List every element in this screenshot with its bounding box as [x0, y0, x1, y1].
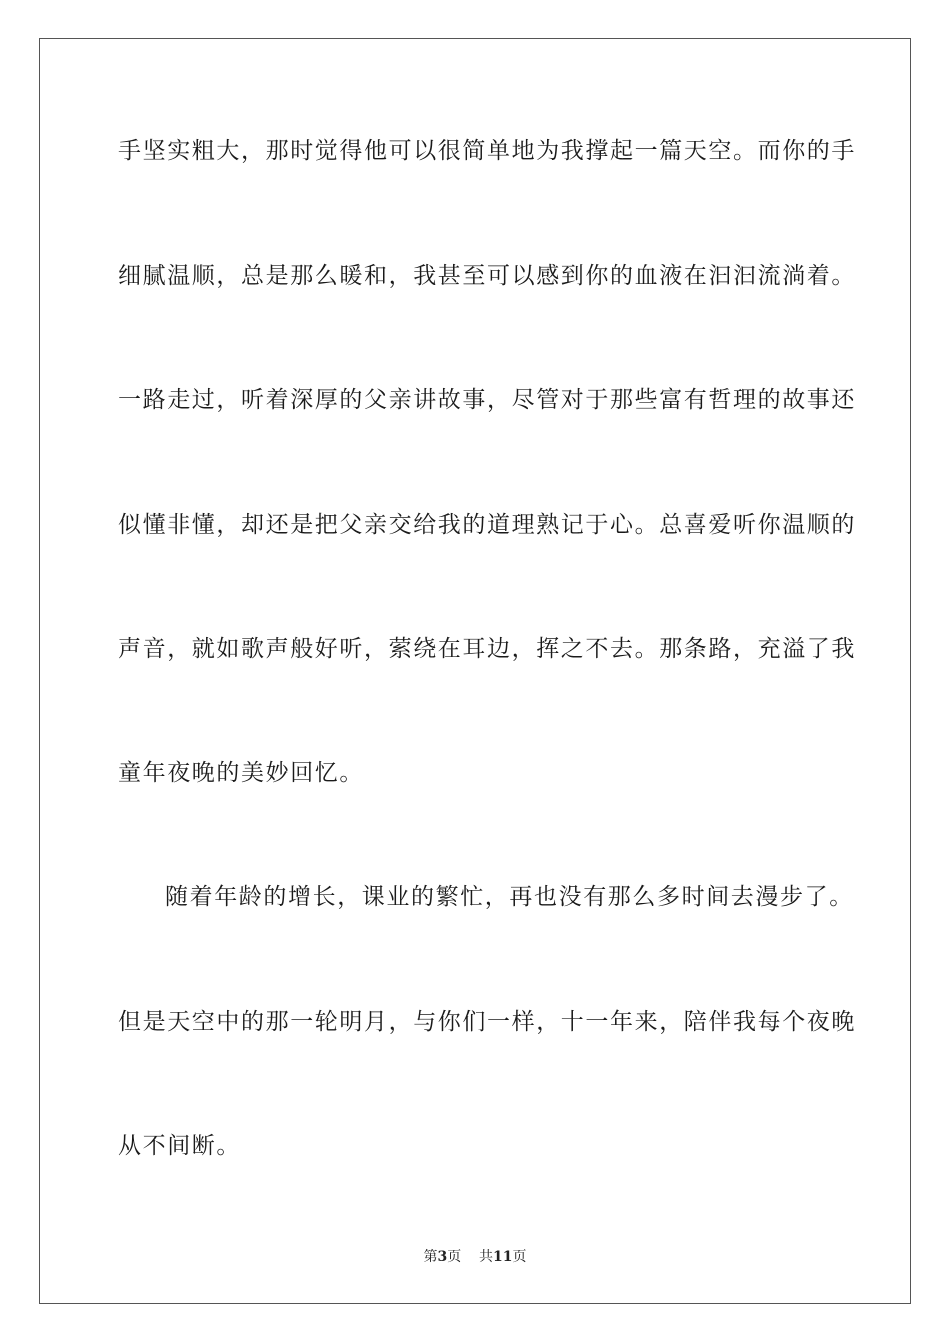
text-line: 细腻温顺，总是那么暖和，我甚至可以感到你的血液在汩汩流淌着。 [118, 263, 856, 289]
total-pages: 11 [493, 1249, 513, 1265]
total-suffix: 页 [512, 1249, 527, 1265]
page-prefix: 第 [423, 1249, 438, 1265]
text-line: 童年夜晚的美妙回忆。 [118, 760, 364, 786]
page-border [39, 38, 911, 1304]
text-line: 声音，就如歌声般好听，萦绕在耳边，挥之不去。那条路，充溢了我 [118, 636, 856, 662]
text-line: 似懂非懂，却还是把父亲交给我的道理熟记于心。总喜爱听你温顺的 [118, 512, 856, 538]
text-line: 一路走过，听着深厚的父亲讲故事，尽管对于那些富有哲理的故事还 [118, 387, 856, 413]
page-footer [0, 1248, 950, 1266]
paragraph-first-line: 随着年龄的增长，课业的繁忙，再也没有那么多时间去漫步了。 [165, 884, 854, 910]
text-line: 但是天空中的那一轮明月，与你们一样，十一年来，陪伴我每个夜晚 [118, 1009, 856, 1035]
page-suffix: 页 [447, 1249, 462, 1265]
text-line: 手坚实粗大，那时觉得他可以很简单地为我撑起一篇天空。而你的手 [118, 138, 856, 164]
total-prefix: 共 [479, 1249, 494, 1265]
text-line: 从不间断。 [118, 1133, 241, 1159]
page-number: 3 [437, 1249, 448, 1265]
